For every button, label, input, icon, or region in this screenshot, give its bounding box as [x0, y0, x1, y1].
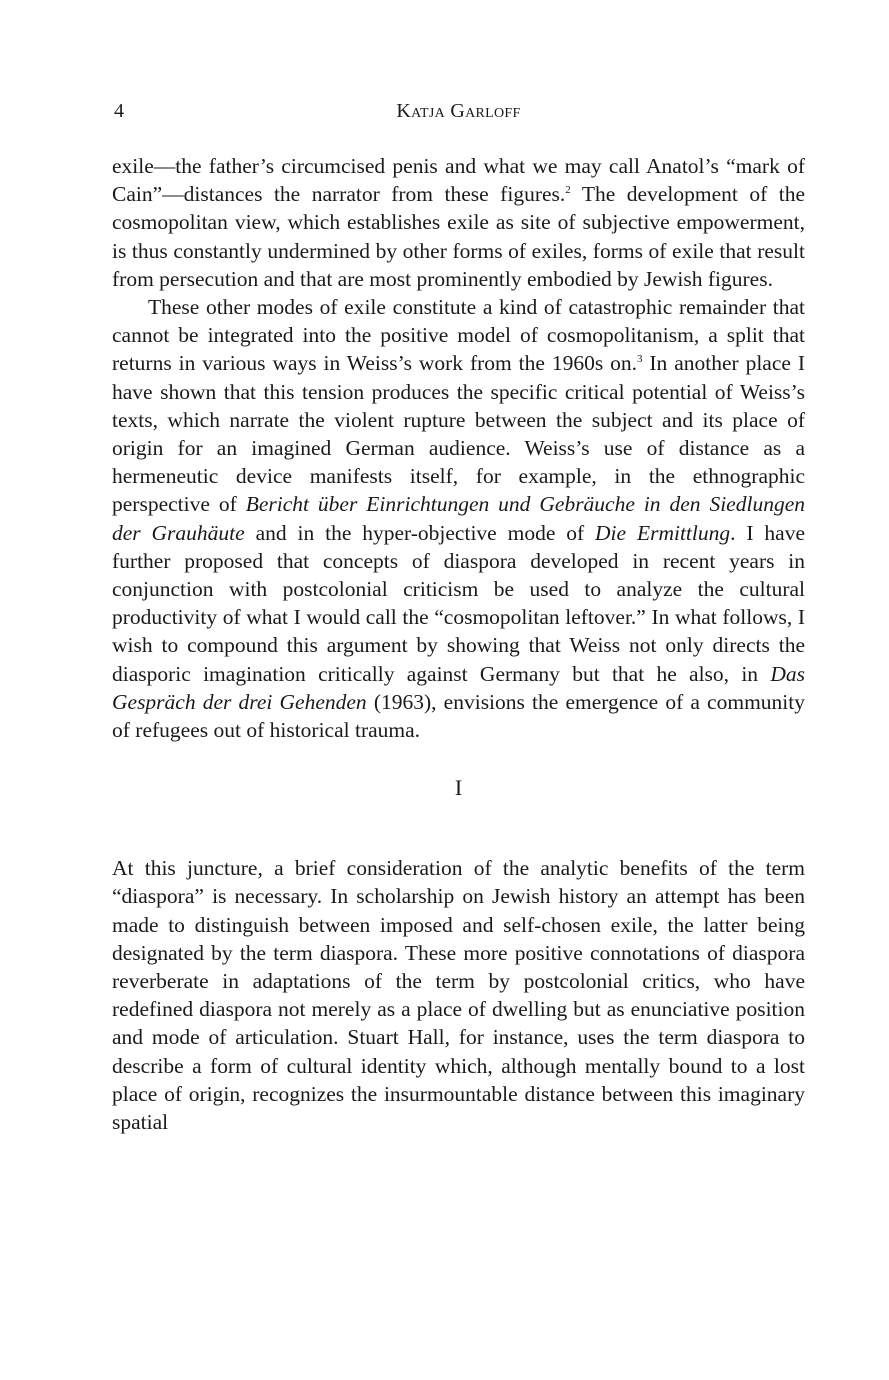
paragraph-1-text-b: The development of the cosmopolitan view, which establishes exile as site of subjective empowerment, is thus constantly undermined by other forms of exiles, forms of exile that result from persecution and that are most prominently embodied by Jewish figures.: [112, 182, 805, 291]
book-title-bericht: Bericht über Einrichtungen und Gebräuche in den Siedlungen der Grauhäute: [112, 492, 805, 545]
footnote-marker-2: 2: [565, 184, 571, 197]
paragraph-2-text-a: These other modes of exile constitute a kind of catastrophic remainder that cannot be integrated into the positive model of cosmopolitanism, a split that returns in various ways in Weiss’s work from the 1960s on.: [112, 295, 805, 376]
body-text: [112, 152, 805, 1136]
paragraph-diaspora: At this juncture, a brief consideration of the analytic benefits of the term “diaspora” is necessary. In scholarship on Jewish history an attempt has been made to distinguish between imposed and self-chosen exile, the latter being designated by the term diaspora. These more positive connotations of diaspora reverberate in adaptations of the term by postcolonial critics, who have redefined diaspora not merely as a place of dwelling but as enunciative position and mode of articulation. Stuart Hall, for instance, uses the term diaspora to describe a form of cultural identity which, although mentally bound to a lost place of origin, recognizes the insurmountable distance between this imaginary spatial: [112, 856, 805, 1135]
paragraph-2-text-c: and in the hyper-objective mode of: [244, 520, 596, 545]
page-number: 4: [114, 100, 124, 122]
section-heading: I: [454, 775, 463, 801]
paragraph-2-text-e: (1963), envisions the emergence of a community of refugees out of historical trauma.: [112, 689, 805, 743]
footnote-marker-3: 3: [636, 353, 643, 366]
running-head: [112, 96, 805, 132]
paragraph-1-text-a: exile—the father’s circumcised penis and what we may call Anatol’s “mark of Cain”—distances the narrator from these figures.: [112, 154, 805, 207]
book-title-ermittlung: Die Ermittlung: [595, 520, 731, 545]
book-page: [112, 96, 805, 1136]
paragraph-continuation: [112, 152, 805, 293]
paragraph-2-text-b: In another place I have shown that this tension produces the specific critical potential of Weiss’s texts, which narrate the violent rupture between the subject and its place of origin for an imagined German audience. Weiss’s use of distance as a hermeneutic device manifests itself, for example, in the ethnographic perspective of: [112, 351, 806, 517]
paragraph-2-text-d: . I have further proposed that concepts of diaspora developed in recent years in conjunction with postcolonial criticism be used to analyze the cultural productivity of what I would call the “cosmopolitan leftover.” In what follows, I wish to compound this argument by showing that Weiss not only directs the diasporic imagination critically against Germany but that he also, in: [112, 520, 805, 686]
book-title-gesprach: Das Gespräch der drei Gehenden: [112, 661, 805, 714]
running-title: Katja Garloff: [396, 100, 521, 122]
paragraph-cosmopolitan-leftover: [112, 293, 805, 744]
